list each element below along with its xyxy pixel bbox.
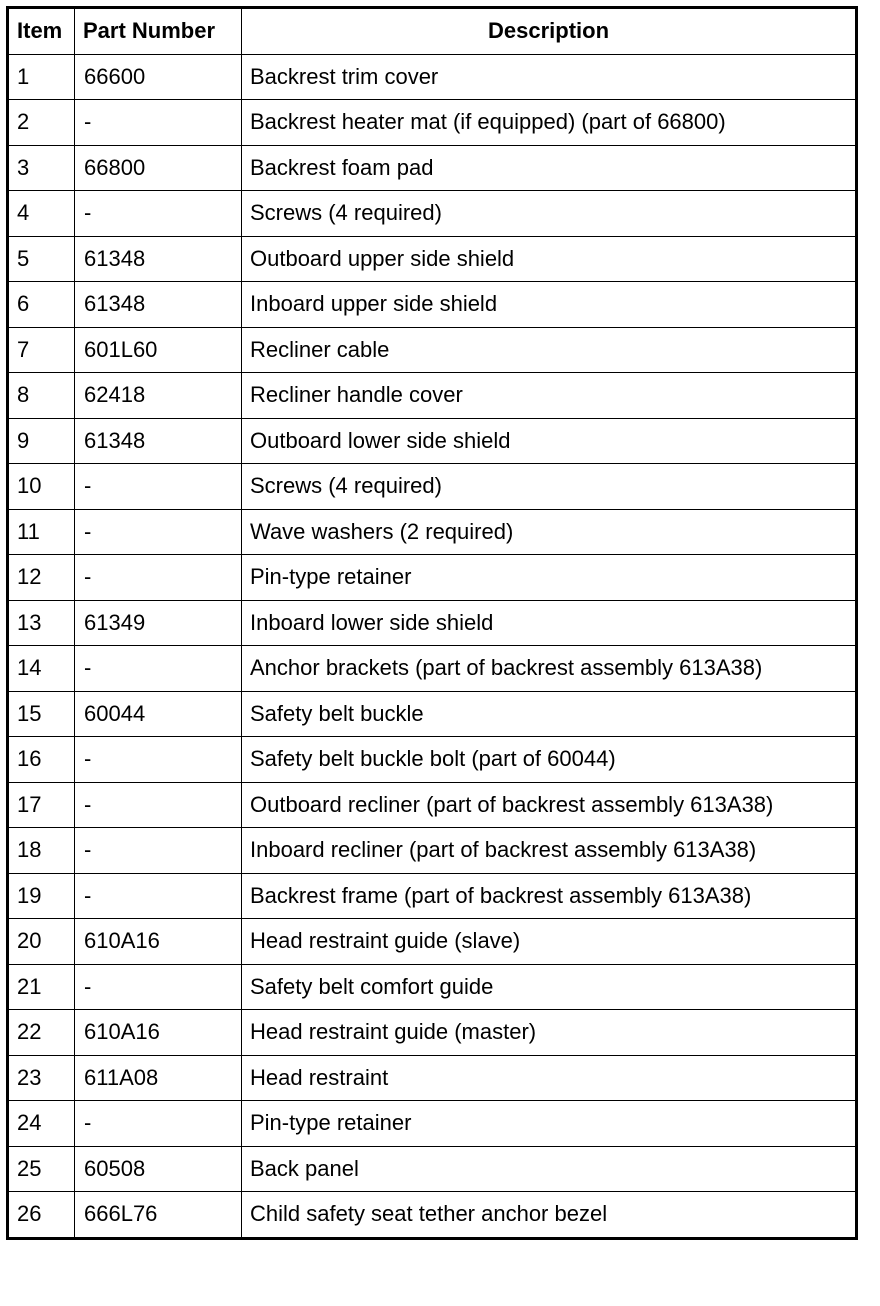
part-number-cell: 610A16 [75, 919, 242, 965]
item-cell: 24 [8, 1101, 75, 1147]
part-number-cell: - [75, 509, 242, 555]
part-number-cell: - [75, 646, 242, 692]
table-row [8, 1192, 857, 1239]
description-cell: Head restraint guide (slave) [242, 919, 857, 965]
table-row [8, 1055, 857, 1101]
item-cell: 8 [8, 373, 75, 419]
description-cell: Backrest trim cover [242, 54, 857, 100]
table-row [8, 100, 857, 146]
table-row [8, 327, 857, 373]
description-cell: Recliner cable [242, 327, 857, 373]
part-number-cell: - [75, 100, 242, 146]
item-cell: 21 [8, 964, 75, 1010]
part-number-cell: 61348 [75, 282, 242, 328]
item-cell: 11 [8, 509, 75, 555]
table-row [8, 54, 857, 100]
part-number-cell: 61349 [75, 600, 242, 646]
part-number-cell: 61348 [75, 236, 242, 282]
item-cell: 4 [8, 191, 75, 237]
description-cell: Backrest frame (part of backrest assembly 613A38) [242, 873, 857, 919]
part-number-cell: - [75, 828, 242, 874]
item-cell: 13 [8, 600, 75, 646]
item-cell: 12 [8, 555, 75, 601]
part-number-cell: 610A16 [75, 1010, 242, 1056]
table-row [8, 191, 857, 237]
part-number-cell: 61348 [75, 418, 242, 464]
description-cell: Back panel [242, 1146, 857, 1192]
item-cell: 26 [8, 1192, 75, 1239]
table-row [8, 1010, 857, 1056]
description-cell: Safety belt buckle bolt (part of 60044) [242, 737, 857, 783]
table-row [8, 282, 857, 328]
item-cell: 6 [8, 282, 75, 328]
description-cell: Child safety seat tether anchor bezel [242, 1192, 857, 1239]
description-cell: Recliner handle cover [242, 373, 857, 419]
table-row [8, 646, 857, 692]
description-cell: Head restraint [242, 1055, 857, 1101]
item-cell: 20 [8, 919, 75, 965]
description-cell: Backrest heater mat (if equipped) (part of 66800) [242, 100, 857, 146]
description-cell: Head restraint guide (master) [242, 1010, 857, 1056]
table-header-row [8, 8, 857, 55]
description-cell: Outboard upper side shield [242, 236, 857, 282]
parts-table [6, 6, 858, 1240]
description-cell: Safety belt comfort guide [242, 964, 857, 1010]
description-cell: Inboard recliner (part of backrest assembly 613A38) [242, 828, 857, 874]
table-row [8, 145, 857, 191]
part-number-cell: - [75, 555, 242, 601]
item-cell: 7 [8, 327, 75, 373]
description-cell: Outboard recliner (part of backrest assembly 613A38) [242, 782, 857, 828]
item-cell: 14 [8, 646, 75, 692]
description-cell: Safety belt buckle [242, 691, 857, 737]
part-number-cell: 60508 [75, 1146, 242, 1192]
part-number-cell: 60044 [75, 691, 242, 737]
item-cell: 15 [8, 691, 75, 737]
description-cell: Pin-type retainer [242, 555, 857, 601]
description-cell: Inboard lower side shield [242, 600, 857, 646]
column-header-description: Description [242, 8, 857, 55]
part-number-cell: - [75, 464, 242, 510]
part-number-cell: - [75, 782, 242, 828]
table-row [8, 373, 857, 419]
table-row [8, 1101, 857, 1147]
table-row [8, 919, 857, 965]
item-cell: 10 [8, 464, 75, 510]
table-row [8, 691, 857, 737]
item-cell: 3 [8, 145, 75, 191]
table-row [8, 737, 857, 783]
table-row [8, 509, 857, 555]
table-row [8, 600, 857, 646]
item-cell: 16 [8, 737, 75, 783]
description-cell: Inboard upper side shield [242, 282, 857, 328]
part-number-cell: - [75, 1101, 242, 1147]
table-row [8, 236, 857, 282]
table-row [8, 464, 857, 510]
item-cell: 23 [8, 1055, 75, 1101]
item-cell: 5 [8, 236, 75, 282]
item-cell: 2 [8, 100, 75, 146]
item-cell: 25 [8, 1146, 75, 1192]
table-row [8, 555, 857, 601]
description-cell: Anchor brackets (part of backrest assembly 613A38) [242, 646, 857, 692]
description-cell: Screws (4 required) [242, 464, 857, 510]
part-number-cell: 611A08 [75, 1055, 242, 1101]
column-header-part-number: Part Number [75, 8, 242, 55]
table-row [8, 782, 857, 828]
column-header-item: Item [8, 8, 75, 55]
item-cell: 17 [8, 782, 75, 828]
part-number-cell: 601L60 [75, 327, 242, 373]
part-number-cell: - [75, 737, 242, 783]
item-cell: 22 [8, 1010, 75, 1056]
item-cell: 1 [8, 54, 75, 100]
part-number-cell: - [75, 873, 242, 919]
item-cell: 18 [8, 828, 75, 874]
table-row [8, 1146, 857, 1192]
part-number-cell: - [75, 964, 242, 1010]
table-row [8, 828, 857, 874]
table-row [8, 873, 857, 919]
part-number-cell: 66600 [75, 54, 242, 100]
description-cell: Outboard lower side shield [242, 418, 857, 464]
part-number-cell: 62418 [75, 373, 242, 419]
table-row [8, 418, 857, 464]
table-row [8, 964, 857, 1010]
description-cell: Screws (4 required) [242, 191, 857, 237]
part-number-cell: 66800 [75, 145, 242, 191]
item-cell: 19 [8, 873, 75, 919]
description-cell: Wave washers (2 required) [242, 509, 857, 555]
description-cell: Backrest foam pad [242, 145, 857, 191]
part-number-cell: 666L76 [75, 1192, 242, 1239]
item-cell: 9 [8, 418, 75, 464]
part-number-cell: - [75, 191, 242, 237]
description-cell: Pin-type retainer [242, 1101, 857, 1147]
